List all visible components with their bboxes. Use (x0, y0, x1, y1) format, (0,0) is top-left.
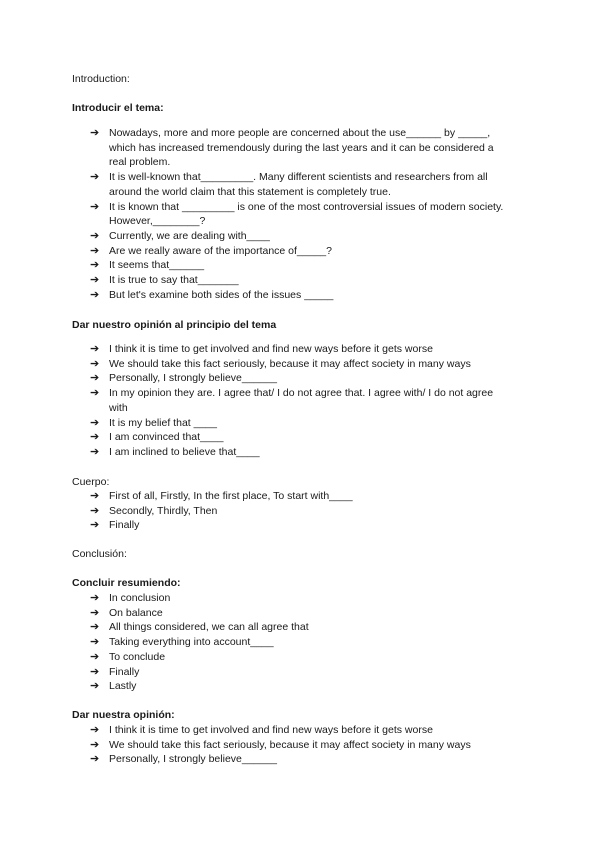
list-item: ➔ In conclusion (90, 592, 171, 604)
dar-opinion-principio-heading: Dar nuestro opinión al principio del tema (72, 319, 277, 331)
list-item: ➔ Nowadays, more and more people are concerned about the use______ by _____, which has increased tremendously during the last years and it can be considered a real problem. (90, 127, 494, 169)
arrow-bullet-icon: ➔ (90, 343, 100, 355)
concluir-list (0, 591, 514, 694)
opinion-list (0, 723, 514, 767)
list-item: ➔ It is my belief that ____ (90, 416, 217, 429)
arrow-bullet-icon: ➔ (90, 372, 100, 385)
list-item: ➔ In my opinion they are. I agree that/ I do not agree that. I agree with/ I do not agree with (90, 387, 494, 414)
list-item: ➔ It is known that _________ is one of the most controversial issues of modern society. However,________? (90, 200, 504, 228)
arrow-bullet-icon: ➔ (90, 229, 100, 242)
list-item: ➔ Personally, I strongly believe______ (90, 372, 277, 385)
list-item: ➔ Secondly, Thirdly, Then (90, 504, 218, 517)
arrow-bullet-icon: ➔ (90, 200, 100, 213)
arrow-bullet-icon: ➔ (90, 519, 100, 532)
list-item: ➔ Personally, I strongly believe______ (90, 753, 277, 766)
list-item: ➔ Finally (90, 665, 140, 678)
opinion-principio-list (0, 342, 514, 460)
arrow-bullet-icon: ➔ (90, 724, 100, 736)
list-item: ➔ Taking everything into account____ (90, 636, 274, 649)
list-item: ➔ It seems that______ (90, 259, 205, 272)
arrow-bullet-icon: ➔ (90, 127, 100, 139)
introducir-tema-heading: Introducir el tema: (72, 102, 164, 114)
arrow-bullet-icon: ➔ (90, 665, 100, 678)
list-item: ➔ On balance (90, 606, 163, 619)
arrow-bullet-icon: ➔ (90, 445, 100, 458)
introduction-heading: Introduction: (72, 73, 130, 85)
dar-opinion-heading: Dar nuestra opinión: (72, 709, 175, 721)
arrow-bullet-icon: ➔ (90, 244, 100, 257)
list-item: ➔ To conclude (90, 650, 166, 663)
arrow-bullet-icon: ➔ (90, 636, 100, 649)
arrow-bullet-icon: ➔ (90, 753, 100, 766)
list-item: ➔ I think it is time to get involved and find new ways before it gets worse (90, 343, 433, 355)
cuerpo-list (0, 489, 514, 533)
arrow-bullet-icon: ➔ (90, 387, 100, 400)
list-item: ➔ Are we really aware of the importance of_____? (90, 244, 332, 257)
list-item: ➔ I think it is time to get involved and find new ways before it gets worse (90, 724, 433, 736)
list-item: ➔ It is true to say that_______ (90, 274, 239, 287)
arrow-bullet-icon: ➔ (90, 490, 100, 502)
arrow-bullet-icon: ➔ (90, 592, 100, 604)
list-item: ➔ But let's examine both sides of the issues _____ (90, 288, 334, 301)
arrow-bullet-icon: ➔ (90, 274, 100, 287)
list-item: ➔ Currently, we are dealing with____ (90, 229, 270, 242)
arrow-bullet-icon: ➔ (90, 680, 100, 693)
list-item: ➔ Lastly (90, 680, 137, 693)
list-item: ➔ I am inclined to believe that____ (90, 445, 260, 458)
list-item: ➔ It is well-known that_________. Many different scientists and researchers from all around the world claim that this statement is completely true. (90, 171, 488, 198)
list-item: ➔ We should take this fact seriously, because it may affect society in many ways (90, 357, 471, 370)
arrow-bullet-icon: ➔ (90, 650, 100, 663)
introducir-list (0, 126, 514, 302)
cuerpo-heading: Cuerpo: (72, 476, 110, 488)
arrow-bullet-icon: ➔ (90, 259, 100, 272)
conclusion-heading: Conclusión: (72, 548, 127, 560)
list-item: ➔ We should take this fact seriously, because it may affect society in many ways (90, 738, 471, 751)
arrow-bullet-icon: ➔ (90, 416, 100, 429)
arrow-bullet-icon: ➔ (90, 606, 100, 619)
list-item: ➔ I am convinced that____ (90, 431, 224, 444)
arrow-bullet-icon: ➔ (90, 357, 100, 370)
arrow-bullet-icon: ➔ (90, 288, 100, 301)
arrow-bullet-icon: ➔ (90, 431, 100, 444)
concluir-resumiendo-heading: Concluir resumiendo: (72, 577, 181, 589)
arrow-bullet-icon: ➔ (90, 621, 100, 634)
arrow-bullet-icon: ➔ (90, 738, 100, 751)
arrow-bullet-icon: ➔ (90, 504, 100, 517)
arrow-bullet-icon: ➔ (90, 171, 100, 184)
list-item: ➔ Finally (90, 519, 140, 532)
list-item: ➔ All things considered, we can all agree that (90, 621, 309, 634)
list-item: ➔ First of all, Firstly, In the first place, To start with____ (90, 490, 353, 502)
